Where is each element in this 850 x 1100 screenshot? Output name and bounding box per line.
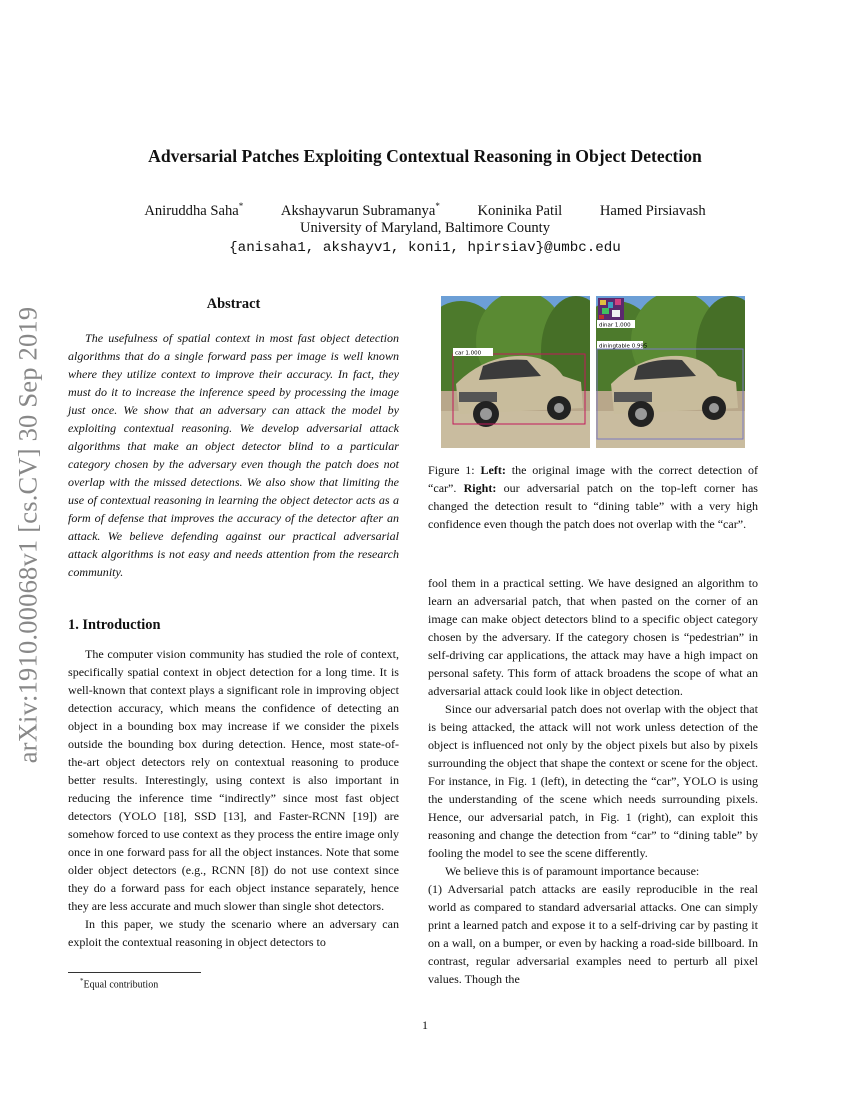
left-detection-label: car 1.000 <box>455 350 482 357</box>
introduction-heading: 1. Introduction <box>68 617 161 633</box>
author-emails: {anisaha1, akshayv1, koni1, hpirsiav}@umbc.edu <box>229 240 621 256</box>
arxiv-stamp-text: arXiv:1910.00068v1 [cs.CV] 30 Sep 2019 <box>12 306 43 763</box>
author-list <box>0 201 850 220</box>
intro-paragraph-2: In this paper, we study the scenario where an adversary can exploit the contextual reasoning in object detectors to <box>68 917 399 949</box>
car-photo-adversarial <box>596 296 745 448</box>
paper-title: Adversarial Patches Exploiting Contextual Reasoning in Object Detection <box>148 146 702 166</box>
right-paragraph-3: We believe this is of paramount importance because: <box>445 864 700 878</box>
arxiv-stamp <box>8 292 48 777</box>
intro-paragraph-1: The computer vision community has studied the role of context, specifically spatial context in object detection for a long time. It is well-known that context plays a significant role in improving object detection accuracy, which means the confidence of detecting an object in a bounding box may increase if we consider the pixels outside the bounding box during detection. Hence, most state-of-the-art object detectors rely on contextual reasoning to produce better results. Interestingly, using context is also important in reducing the inference time “indirectly” since most fast object detectors (YOLO [18], SSD [13], and Faster-RCNN [19]) are somehow forced to use context as they process the entire image only once in one forward pass for all the object instances. Note that some older object detectors (e.g., RCNN [8]) do not use context since they do a forward pass for each object instance separately, hence they are less accurate and much slower than single shot detectors. <box>68 647 399 913</box>
footnote: *Equal contribution <box>80 977 159 991</box>
right-column-body <box>428 574 758 988</box>
right-paragraph-2: Since our adversarial patch does not overlap with the object that is being attacked, the attack will not work unless detection of the object is influenced not only by the object pixels but also by pixels surrounding the object that shape the context or scene for the object. For instance, in Fig. 1 (left), in detecting the “car”, YOLO is using the understanding of the scene which needs surrounding pixels. Hence, our adversarial patch, in Fig. 1 (right), can exploit this reasoning and change the detection from “car” to “dining table” by fooling the model to see the scene differently. <box>428 702 758 860</box>
abstract-text: The usefulness of spatial context in most fast object detection algorithms that do a single forward pass per image is well known where they utilize context to improve their accuracy. In fact, they must do it to increase the inference speed by processing the image just once. We show that an adversary can attack the model by exploiting contextual reasoning. We develop adversarial attack algorithms that make an object detector blind to a particular category chosen by the adversary even though the patch does not overlap with the missed detections. We also show that limiting the use of contextual reasoning in learning the object detector acts as a form of defense that improves the accuracy of the detector after an attack. We believe defending against our practical adversarial attack algorithms is not easy and needs attention from the research community. <box>68 331 399 579</box>
abstract-body <box>68 329 399 581</box>
right-paragraph-4: (1) Adversarial patch attacks are easily reproducible in the real world as compared to standard adversarial attacks. One can simply print a learned patch and expose it to a self-driving car by pasting it on a wall, on a bumper, or even by hacking a road-side billboard. In contrast, regular adversarial examples need to perturb all pixel values. Though the <box>428 882 758 986</box>
figure-1-caption: Figure 1: Left: the original image with the correct detection of “car”. Right: our adversarial patch on the top-left corner has changed the detection result to “dining table” with a very high confidence even though the patch does not overlap with the “car”. <box>428 463 758 531</box>
affiliation: University of Maryland, Baltimore County <box>299 220 551 236</box>
author-2: Akshayvarun Subramanya* <box>280 201 440 219</box>
right-detection-label-1: dinar 1.000 <box>599 322 631 329</box>
author-3: Koninika Patil <box>477 202 563 219</box>
figure-left-photo <box>441 296 590 448</box>
footnote-rule <box>68 972 201 973</box>
right-paragraph-1: fool them in a practical setting. We have designed an algorithm to learn an adversarial patch, that when pasted on the corner of an image can make object detectors blind to a specific object category chosen by the adversary. If the category chosen is “pedestrian” in self-driving car applications, the attack may have a high impact on personal safety. This form of attack broadens the scope of what an adversarial attack could look like in object detection. <box>428 576 758 698</box>
adversarial-patch <box>598 298 624 320</box>
introduction-body <box>68 645 399 951</box>
author-1: Aniruddha Saha* <box>144 201 244 219</box>
right-detection-label-2: diningtable 0.995 <box>599 343 648 350</box>
car-photo-original <box>441 296 590 448</box>
figure-1 <box>441 296 746 448</box>
abstract-heading: Abstract <box>206 296 261 312</box>
author-4: Hamed Pirsiavash <box>599 202 706 219</box>
page-number: 1 <box>421 1018 429 1032</box>
figure-right-photo <box>596 296 745 448</box>
